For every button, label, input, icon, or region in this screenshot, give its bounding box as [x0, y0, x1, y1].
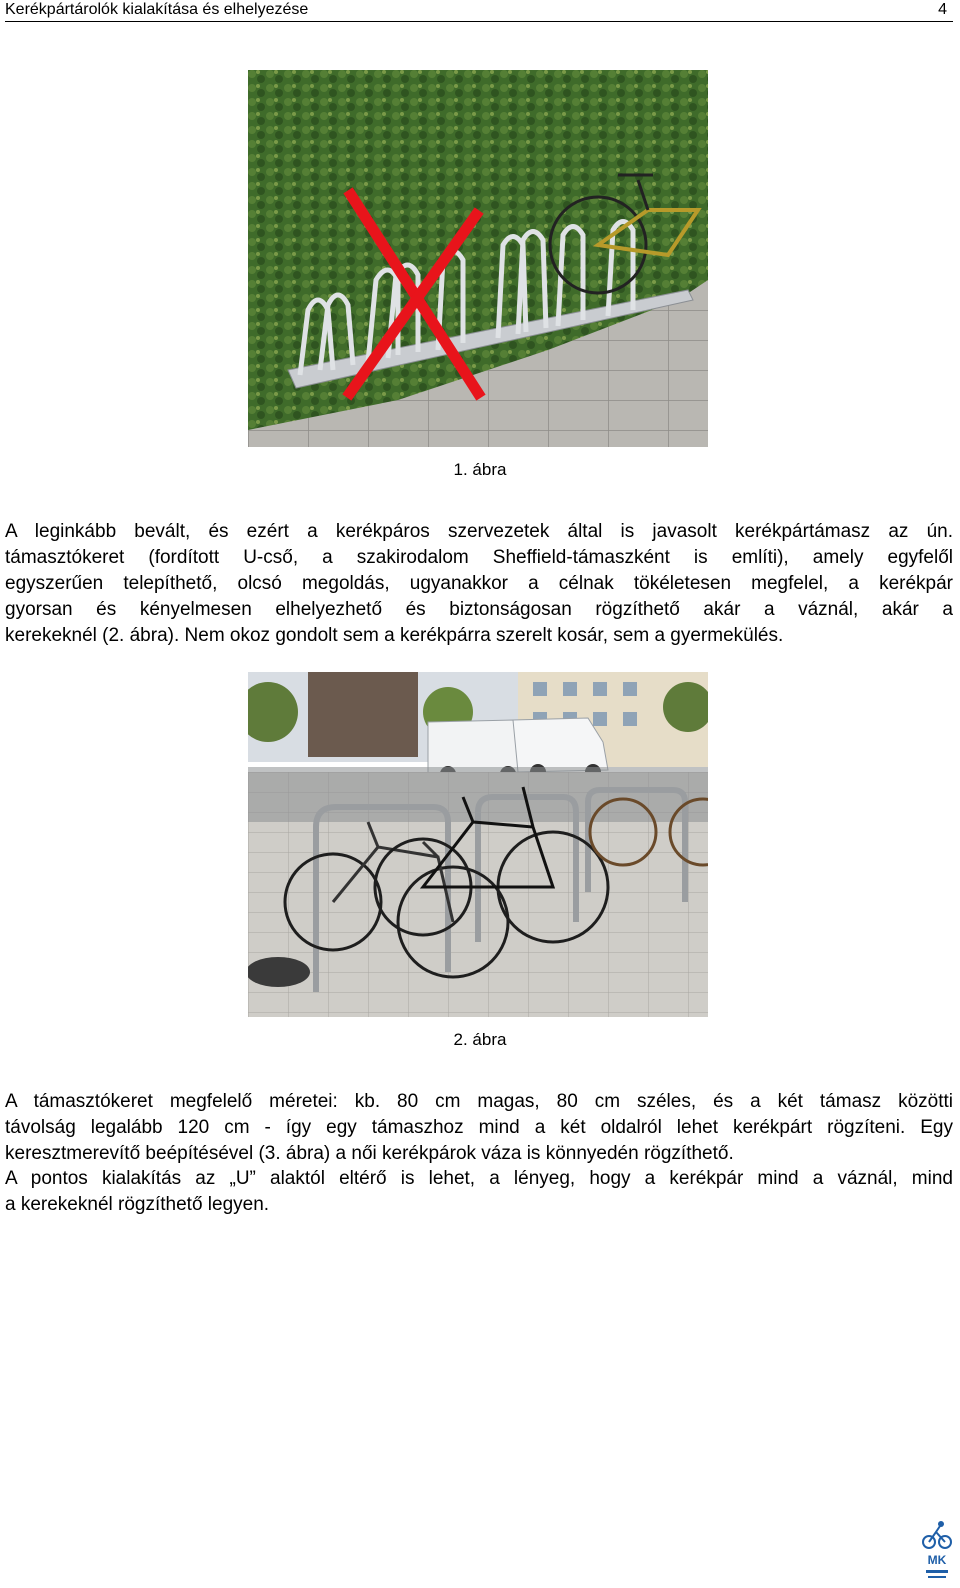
paragraph-line: keresztmerevítő beépítésével (3. ábra) a női kerékpárok váza is könnyedén rögzíthető. — [5, 1143, 734, 1164]
paragraph-line: A pontos kialakítás az „U” alaktól eltérő is lehet, a lényeg, hogy a kerékpár mind a váznál, mind — [5, 1168, 953, 1189]
paragraph-2 — [5, 1089, 953, 1167]
page-header — [5, 0, 953, 22]
logo-text: MK — [927, 1553, 947, 1567]
logo-icon — [922, 1520, 952, 1582]
paragraph-3 — [5, 1166, 953, 1218]
paragraph-line: A leginkább bevált, és ezért a kerékpáros szervezetek által is javasolt kerékpártámasz az ún. — [5, 521, 953, 542]
paragraph-line: a kerekeknél rögzíthető legyen. — [5, 1194, 270, 1215]
paragraph-line: távolság legalább 120 cm - így egy támaszhoz mind a két oldalról lehet kerékpárt rögzíteni. Egy — [5, 1117, 953, 1138]
figure-2-caption: 2. ábra — [453, 1030, 507, 1049]
paragraph-line: támasztókeret (fordított U-cső, a szakirodalom Sheffield-támaszként is említi), amely egyfelől — [5, 547, 953, 568]
figure-1-caption: 1. ábra — [453, 460, 507, 479]
paragraph-line: A támasztókeret megfelelő méretei: kb. 80 cm magas, 80 cm széles, és a két támasz közötti — [5, 1091, 953, 1112]
page-number: 4 — [938, 1, 947, 18]
header-title: Kerékpártárolók kialakítása és elhelyezése — [5, 1, 309, 18]
paragraph-1 — [5, 519, 953, 649]
figure-2-photo — [248, 672, 708, 1017]
paragraph-line: egyszerűen telepíthető, olcsó megoldás, ugyanakkor a célnak tökéletesen megfelel, a kerékpár — [5, 573, 953, 594]
figure-1-photo — [248, 70, 708, 447]
paragraph-line: kerekeknél (2. ábra). Nem okoz gondolt sem a kerékpárra szerelt kosár, sem a gyermekülés. — [5, 625, 784, 646]
paragraph-line: gyorsan és kényelmesen elhelyezhető és biztonságosan rögzíthető akár a váznál, akár a — [5, 599, 953, 620]
